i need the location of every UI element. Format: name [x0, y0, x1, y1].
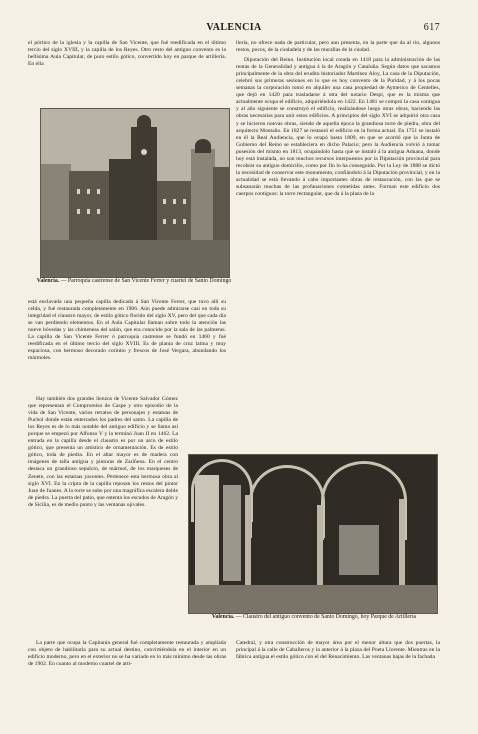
- page-number: 617: [423, 22, 440, 33]
- left-column-top-text: [28, 40, 226, 104]
- page-header-title: VALENCIA: [206, 22, 262, 33]
- caption-photo-1: [36, 278, 232, 285]
- caption-lead: Valencia.: [36, 278, 60, 284]
- left-column-bottom-text: [28, 640, 226, 718]
- right-column-top-text: [236, 40, 440, 288]
- caption-text: — Claustro del antiguo convento de Santo Domingo, hoy Parque de Artillería: [234, 614, 417, 620]
- caption-text: — Parroquia castrense de San Vicente Ferrer y cuartel de Santo Domingo: [59, 278, 232, 284]
- caption-lead: Valencia.: [211, 614, 235, 620]
- paragraph: está enclavada una pequeña capilla dedicada á San Vicente Ferrer, que tuvo allí su celda, y fué restaurada completamente en 1906. Aún puede admirarse casi en toda su integridad el claustro mayor, de estilo gótico florido del siglo XV, pero del que cada día se van perdiendo elementos. En el Aula Capitular llaman sobre todo la atención las nueve bóvedas y las chimeneas del salón, que era conocido por la sala de las palmeras. La capilla de San Vicente Ferrer ó parroquia castrense se fundó en 1460 y fué reedificada en el último tercio del siglo XVIII. Es de planta de cruz latina y muy espaciosa, con hermoso decorado corintio y frescos de José Vergara, abundando los mármoles.: [28, 299, 226, 362]
- photo-church-barracks: [40, 108, 230, 278]
- paragraph-diputacion: Diputación del Reino. Institución local creada en 1418 para la administración de las rentas de la Generalidad y antigua á la de Aragón y Cataluña. Según datos que sacamos principalmente de la obra del erudito historiador Martínez Aloy, La casa de la Diputación, celebró sus primeras sesiones en lo que es hoy convento de la Puridad, y á los pocas semanas la corporación tomó en alquiler una casa propiedad de Aymerico de Centelles, que dejó en 1420 para trasladarse á otra del notario Despí, que es la misma que actualmente ocupa el edificio, adquiriéndola en 1422. En 1481 se compró la casa contigua y al año siguiente se construyó el edificio, realizándose luego otras obras, haciendo las obras necesarias para unir estos edificios. A principios del siglo XVI se adquirió otra casa y se hicieron nuevas obras, siendo de aquella época la grandiosa torre de piedra, obra del arquitecto Montaño. En 1827 se restauró el edificio en la forma actual. En 1751 se instaló en él la Real Audiencia, que lo ocupó hasta 1809, en que se acordó que la Junta de Gobierno del Reino se estableciera en dicho Palacio; pero la Audiencia volvió á tomar posesión del mismo en 1813, ocupándolo hasta que se instaló á la antigua Aduana, donde hoy está instalada, no son muchos recursos interpuestos por la Diputación provincial para recobrar su antiguo domicilio, como por fin lo ha conseguido. Por la Ley de 1888 se dictó la necesidad de conservar este monumento, confiándolo á la Diputación provincial, y en la actualidad se está llevando á cabo importantes obras de restauración, con las que se subsanarán muchas de las profanaciones cometidas antes. Forman este edificio dos cuerpos contiguos: la torre rectangular, que da á la plaza de la: [236, 57, 440, 197]
- paragraph: La parte que ocupa la Capitanía general fué completamente restaurada y ampliada con objeto de habilitarla para su actual destino, convirtiéndola en el interior en un edificio moderno, pero en el exterior no se ha variado en lo más mínimo desde las obras de 1902. En cuanto al moderno cuartel de arti-: [28, 640, 226, 668]
- left-column-lower-text: [28, 396, 178, 636]
- caption-photo-2: [196, 614, 432, 621]
- paragraph: llería, no ofrece nada de particular, pero aun presenta, en la parte que da al río, algunos restos, pocos, de la ciudadela y de las murallas de la ciudad.: [236, 40, 440, 54]
- photo-cloister: [188, 454, 438, 614]
- paragraph: el pórtico de la iglesia y la capilla de San Vicente, que fué reedificada en el último tercio del siglo XVIII, y la capilla de los Reyes. Otro resto del antiguo convento es la bellísima Aula Capitular, de puro estilo gótico, convertido hoy en parque de artillería. En ella: [28, 40, 226, 68]
- left-column-mid-text: [28, 299, 226, 395]
- paragraph: Catedral, y otra construcción de mayor área por el menor altura que dos puertas, la principal á la calle de Caballeros y la anterior á la plaza del Poeta Llorente. Mientras en la fábrica antigua el estilo gótico con el del Renacimiento. Las ventanas bajas de la fachada: [236, 640, 440, 661]
- right-column-mid-text: [236, 288, 440, 448]
- right-column-bottom-text: [236, 640, 440, 718]
- paragraph: Hay también dos grandes lienzos de Vicente Salvador Gómez que representan el Compromiso de Caspe y otro episodio de la vida de San Vicente, varios retratos de personajes y estatuas de Puchol donde están enterrados los padres del santo. La capilla de los Reyes es de lo más notable del antiguo edificio y se llama así porque se empezó por Alfonso V y la terminó Juan II en 1462. La entrada en la capilla desde el claustro es por un arco de estilo gótico, que presenta un artístico de ornamentación. Es de estilo gótico, toda de piedra. En el altar mayor es de madera con imágenes de talla antigua y pinturas de Zariñena. En el centro destaca un grandioso sepulcro, de mármol, de los marqueses de Zenete, con las estatuas yacentes. Pertenece esta hermosa obra al siglo XVI. En la cripta de la capilla reposan los restos del pintor Juan de Juanes. A la torre se sube por una magnífica escalera doble de piedra. La puerta del patio, que ostenta los escudos de Aragón y de Sicilia, es de medio punto y las ventanas ojivales.: [28, 396, 178, 508]
- running-header: [28, 22, 440, 36]
